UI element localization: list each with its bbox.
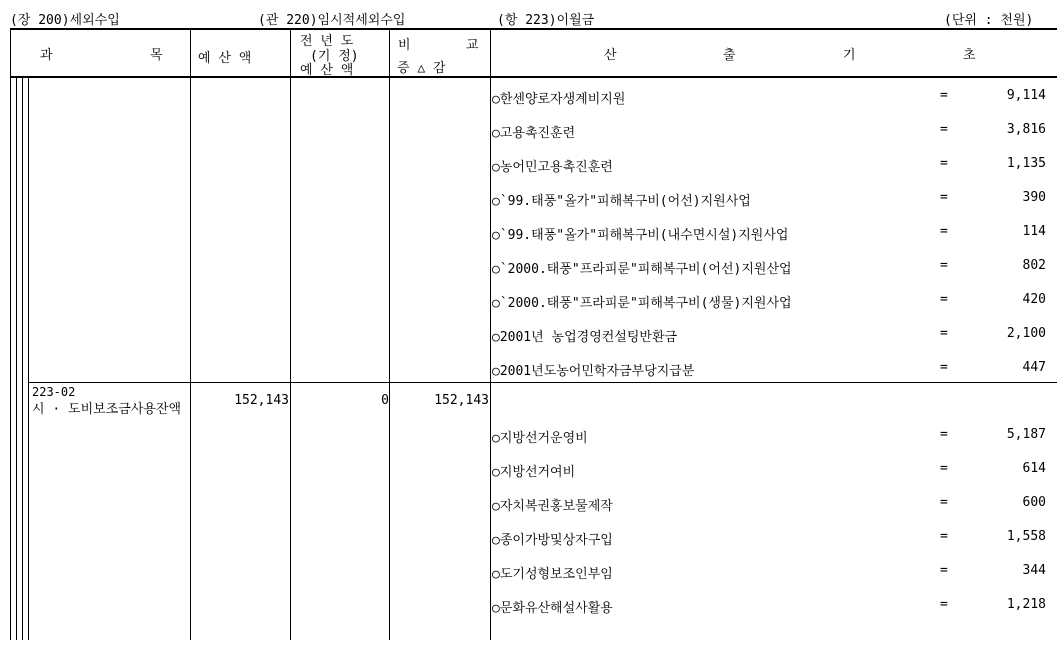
col-compare-2: 교: [466, 38, 479, 53]
item-amount: 1,558: [1006, 529, 1046, 544]
item-name: ○지방선거여비: [492, 465, 576, 480]
item-eq: =: [940, 88, 948, 103]
list-item: [492, 326, 1052, 346]
item-amount: 9,114: [1006, 88, 1046, 103]
item-eq: =: [940, 495, 948, 510]
item-eq: =: [940, 224, 948, 239]
item-eq: =: [940, 597, 948, 612]
col-subject-1: 과: [40, 48, 53, 63]
item-amount: 3,816: [1006, 122, 1046, 137]
item-amount: 802: [1022, 258, 1046, 273]
section2-title: 시 · 도비보조금사용잔액: [32, 402, 182, 417]
item-name: ○종이가방및상자구입: [492, 533, 613, 548]
item-eq: =: [940, 563, 948, 578]
col-prev-3: 예 산 액: [300, 63, 354, 78]
unit-label: (단위 : 천원): [944, 13, 1034, 28]
item-eq: =: [940, 190, 948, 205]
list-item: [492, 224, 1052, 244]
list-item: [492, 156, 1052, 176]
list-item: [492, 529, 1052, 549]
item-amount: 5,187: [1006, 427, 1046, 442]
item-name: ○2001년 농업경영컨설팅반환금: [492, 330, 678, 345]
item-eq: =: [940, 427, 948, 442]
item-name: ○고용촉진훈련: [492, 126, 576, 141]
list-item: [492, 88, 1052, 108]
item-amount: 1,135: [1006, 156, 1046, 171]
item-name: ○`2000.태풍"프라피룬"피해복구비(생물)지원사업: [492, 296, 792, 311]
item-name: ○`99.태풍"올가"피해복구비(어선)지원사업: [492, 194, 751, 209]
item-eq: =: [940, 258, 948, 273]
col-prev-1: 전 년 도: [300, 34, 354, 49]
item-amount: 1,218: [1006, 597, 1046, 612]
list-item: [492, 190, 1052, 210]
jang-label: (장 200)세외수입: [10, 13, 120, 28]
list-item: [492, 597, 1052, 617]
list-item: [492, 292, 1052, 312]
col-budget: 예 산 액: [198, 51, 252, 66]
list-item: [492, 461, 1052, 481]
item-name: ○한센양로자생계비지원: [492, 92, 626, 107]
item-eq: =: [940, 326, 948, 341]
section2-diff: 152,143: [434, 393, 489, 408]
col-basis-3: 기: [843, 48, 856, 63]
item-name: ○자치복권홍보물제작: [492, 499, 613, 514]
list-item: [492, 258, 1052, 278]
section2-budget: 152,143: [234, 393, 289, 408]
col-subject-2: 목: [150, 48, 163, 63]
item-name: ○농어민고용촉진훈련: [492, 160, 613, 175]
col-compare-1: 비: [398, 38, 411, 53]
item-amount: 2,100: [1006, 326, 1046, 341]
col-prev-2: (기 정): [310, 49, 359, 64]
list-item: [492, 122, 1052, 142]
item-name: ○문화유산해설사활용: [492, 601, 613, 616]
list-item: [492, 360, 1052, 380]
item-eq: =: [940, 529, 948, 544]
item-eq: =: [940, 156, 948, 171]
item-eq: =: [940, 122, 948, 137]
item-amount: 114: [1022, 224, 1046, 239]
item-eq: =: [940, 360, 948, 375]
item-eq: =: [940, 461, 948, 476]
hang-label: (항 223)이월금: [497, 13, 595, 28]
item-amount: 447: [1022, 360, 1046, 375]
item-name: ○2001년도농어민학자금부당지급분: [492, 364, 695, 379]
item-name: ○`2000.태풍"프라피룬"피해복구비(어선)지원산업: [492, 262, 792, 277]
col-basis-4: 초: [963, 48, 976, 63]
item-name: ○도기성형보조인부임: [492, 567, 613, 582]
list-item: [492, 563, 1052, 583]
item-name: ○`99.태풍"올가"피해복구비(내수면시설)지원사업: [492, 228, 789, 243]
section2-prev: 0: [381, 393, 389, 408]
item-amount: 344: [1022, 563, 1046, 578]
col-basis-1: 산: [604, 48, 617, 63]
col-basis-2: 출: [723, 48, 736, 63]
item-amount: 614: [1022, 461, 1046, 476]
section2-code: 223-02: [32, 385, 76, 399]
item-amount: 390: [1022, 190, 1046, 205]
item-name: ○지방선거운영비: [492, 431, 588, 446]
gwan-label: (관 220)임시적세외수입: [258, 13, 406, 28]
list-item: [492, 495, 1052, 515]
item-eq: =: [940, 292, 948, 307]
col-compare-3: 증 △ 감: [397, 61, 446, 76]
list-item: [492, 427, 1052, 447]
item-amount: 420: [1022, 292, 1046, 307]
item-amount: 600: [1022, 495, 1046, 510]
